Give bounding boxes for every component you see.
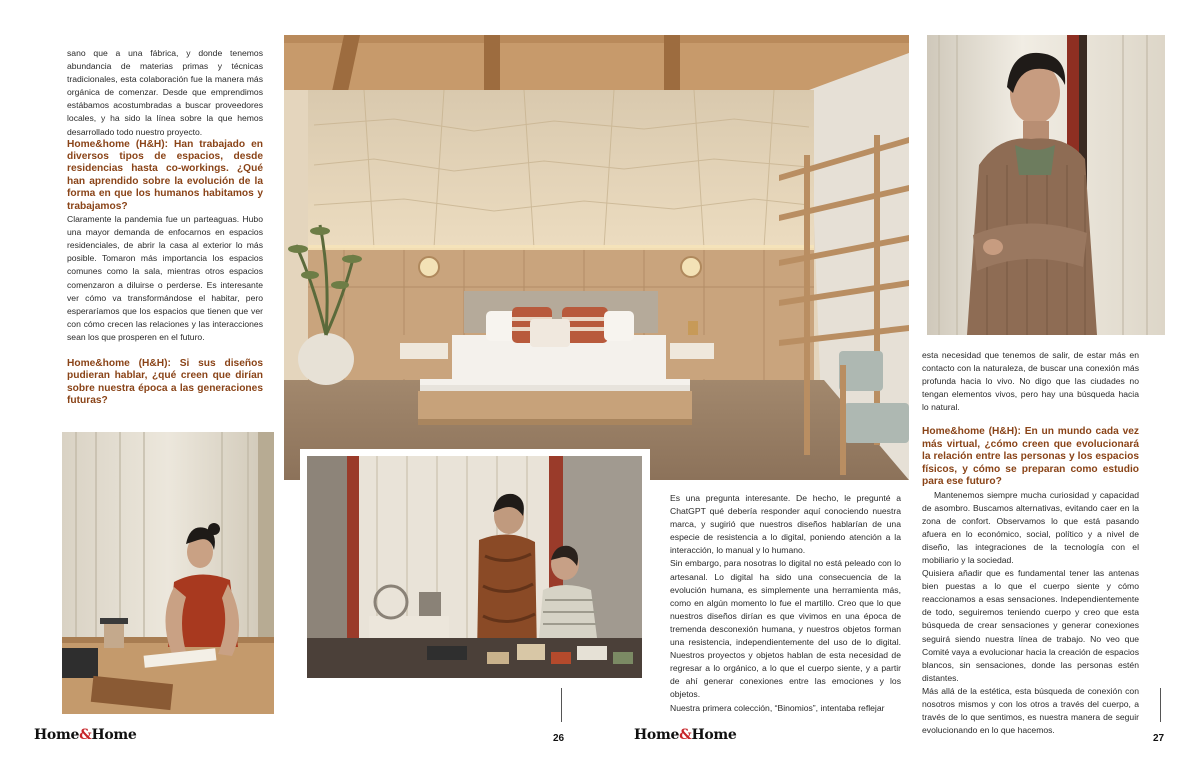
answer-paragraph-8: Más allá de la estética, esta búsqueda de conexión con nosotros mismos y con los otros a través del cuerpo, a través de lo que sentimos, es nuestra manera de seguir evolucionando en lo que hacemos. — [922, 685, 1139, 736]
answer-paragraph-7: Quisiera añadir que es fundamental tener las antenas bien puestas a lo que el cuerpo siente y cómo reaccionamos a esas sensaciones. Independientemente de todo, seguiremos teniendo cuerpo y creo que esta búsqueda de crear sensaciones y generar conexiones seguirá siendo nuestra línea de trabajo. No veo que Comité vaya a evolucionar hacia la creación de espacios blancos, sin sensaciones, donde las personas estén distantes. — [922, 568, 1139, 683]
answer-paragraph-4: Nuestra primera colección, “Binomios”, intentaba reflejar — [670, 702, 885, 713]
photo-two-women-table — [300, 449, 650, 684]
left-text-column — [67, 47, 263, 408]
photo-portrait-woman — [927, 35, 1165, 335]
interview-question-1: Home&home (H&H): Han trabajado en diversos tipos de espacios, desde residencias hasta co-workings. ¿Qué han aprendido sobre la evolución de la forma en que los humanos habitamos y trabajamos? — [67, 138, 263, 212]
answer-paragraph-6: Mantenemos siempre mucha curiosidad y capacidad de asombro. Buscamos alternativas, evitando caer en la zona de confort. Observamos lo que está pasando afuera en lo económico, social, político y a nivel de diseño, las integraciones de la tecnología con el mobiliario y la sociedad. — [922, 489, 1139, 565]
page-number-left: 26 — [553, 733, 565, 744]
answer-paragraph-1: Claramente la pandemia fue un parteaguas. Hubo una mayor demanda de enfocarnos en espacios residenciales, de abrir la casa al exterior lo más posible. Tomaron más importancia los espacios comunes como la sala, mientras otros espacios comenzaron a diluirse o perderse. Es interesante ver cómo va transformándose el habitar, pero esperaríamos que los espacios que tienen que ver con cómo crecen las relaciones y las interacciones sean los que prosperen en el futuro. — [67, 214, 263, 342]
photo-bedroom — [284, 35, 909, 480]
footer-rule-right — [1160, 688, 1161, 722]
page-number-right: 27 — [1153, 733, 1165, 744]
answer-paragraph-2: Es una pregunta interesante. De hecho, le pregunté a ChatGPT qué debería responder aquí conociendo nuestra marca, y sugirió que nuestros diseños hablarían de una especie de resistencia a lo digital, poniendo atención a la interacción, lo manual y lo humano. — [670, 493, 901, 556]
right-text-column — [922, 349, 1139, 737]
footer-rule-left — [561, 688, 562, 722]
intro-paragraph: sano que a una fábrica, y donde tenemos abundancia de materias primas y técnicas tradicionales, esta colaboración fue la manera más orgánica de comenzar. Desde que emprendimos estábamos acostumbradas a buscar proveedores locales, y ha sido la línea sobre la que hemos desarrollado todo nuestro proyecto. — [67, 48, 263, 137]
answer-paragraph-5: esta necesidad que tenemos de salir, de estar más en contacto con la naturaleza, de buscar una conexión más profunda hacia lo vivo. No digo que las ciudades no tengan elementos vivos, pero hay una búsqueda hacia lo natural. — [922, 350, 1139, 413]
center-text-column — [670, 492, 901, 715]
answer-paragraph-3: Sin embargo, para nosotras lo digital no está peleado con lo artesanal. Lo digital ha sido una consecuencia de la evolución humana, es simplemente una herramienta más, como en algún momento lo fue el martillo. Creo que lo que nuestros diseños dirían es que vivimos en una época de tremenda desconexión humana, y nuestros objetos forman una resistencia, independientemente del uso de lo digital. Nuestros proyectos y objetos hablan de esta necesidad de regresar a lo orgánico, a lo que el cuerpo siente, y a partir de ahí generar conexiones entre las emociones y los objetos. — [670, 558, 901, 700]
brand-logo-left: Home&Home — [34, 727, 137, 743]
interview-question-2: Home&home (H&H): Si sus diseños pudieran hablar, ¿qué creen que dirían sobre nuestra época a las generaciones futuras? — [67, 358, 263, 407]
interview-question-3: Home&home (H&H): En un mundo cada vez más virtual, ¿cómo creen que evolucionará la relación entre las personas y los espacios físicos, y cómo se preparan como estudio para ese futuro? — [922, 426, 1139, 488]
photo-woman-writing — [62, 432, 274, 714]
brand-logo-right: Home&Home — [634, 727, 737, 743]
